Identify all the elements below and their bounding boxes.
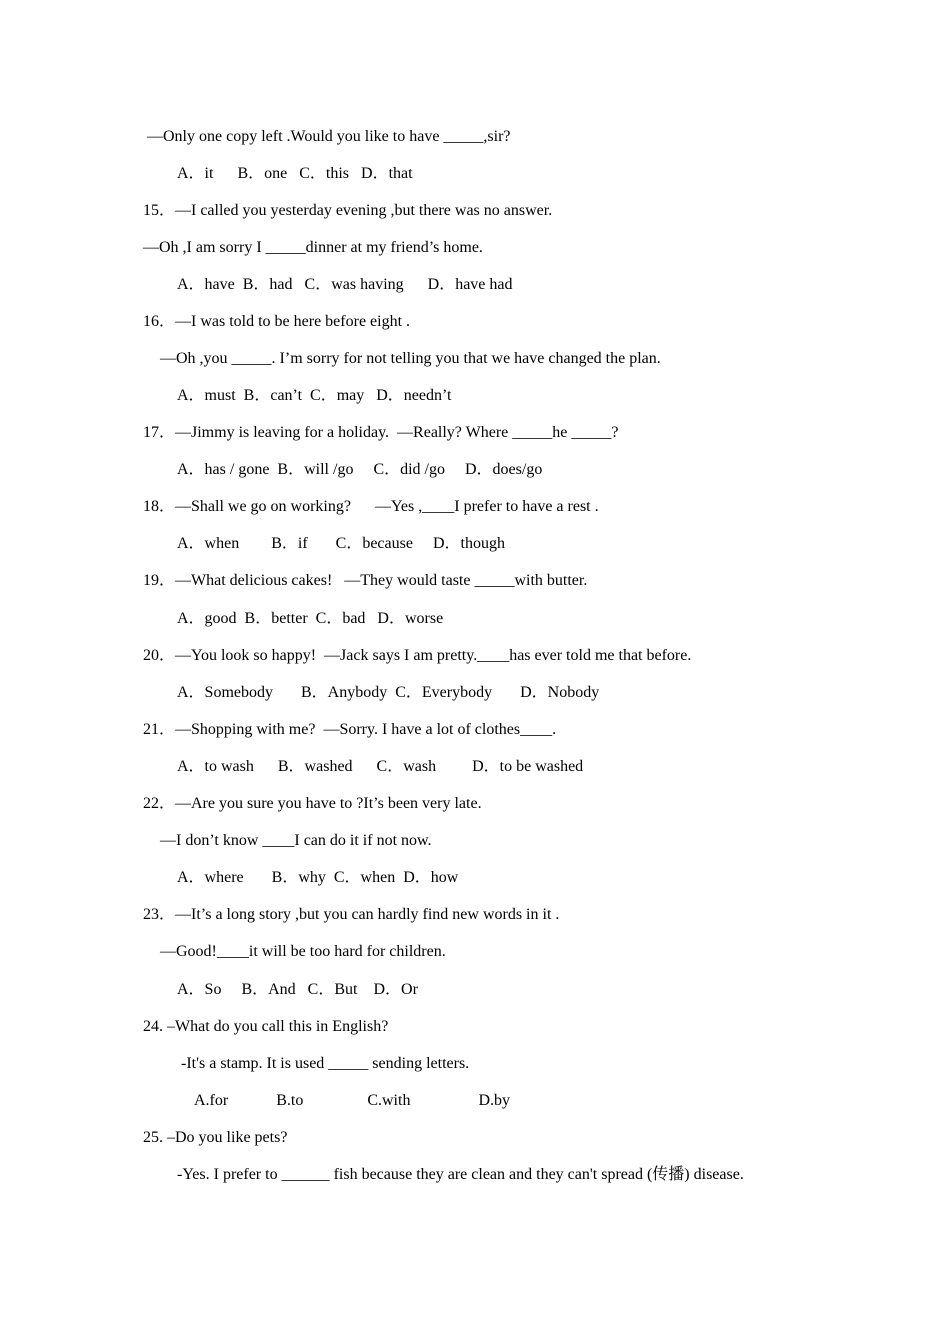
q17-stem: 17．—Jimmy is leaving for a holiday. —Really? Where _____he _____? [143, 424, 619, 441]
q16-reply: —Oh ,you _____. I’m sorry for not telling you that we have changed the plan. [160, 350, 661, 367]
q20-options: A．Somebody B．Anybody C．Everybody D．Nobody [177, 684, 600, 701]
q20-stem: 20．—You look so happy! —Jack says I am pretty.____has ever told me that before. [143, 647, 692, 664]
q22-reply: —I don’t know ____I can do it if not now. [160, 832, 432, 849]
q19-options: A．good B．better C．bad D．worse [177, 610, 444, 627]
q21-options: A．to wash B．washed C．wash D．to be washed [177, 758, 584, 775]
q18-stem: 18．—Shall we go on working? —Yes ,____I prefer to have a rest . [143, 498, 599, 515]
q21-stem: 21．—Shopping with me? —Sorry. I have a lot of clothes____. [143, 721, 557, 738]
q15-reply: —Oh ,I am sorry I _____dinner at my friend’s home. [143, 239, 483, 256]
q22-options: A．where B．why C．when D．how [177, 869, 459, 886]
q23-stem: 23．—It’s a long story ,but you can hardly find new words in it . [143, 906, 560, 923]
q24-stem: 24. –What do you call this in English? [143, 1018, 389, 1035]
q14-stem-reply: —Only one copy left .Would you like to have _____,sir? [147, 128, 511, 145]
q23-reply: —Good!____it will be too hard for children. [160, 943, 446, 960]
q17-options: A．has / gone B．will /go C．did /go D．does/go [177, 461, 543, 478]
q24-reply: -It's a stamp. It is used _____ sending letters. [181, 1055, 470, 1072]
q15-stem: 15．—I called you yesterday evening ,but there was no answer. [143, 202, 553, 219]
q25-reply: -Yes. I prefer to ______ fish because they are clean and they can't spread (传播) disease. [177, 1166, 744, 1183]
q22-stem: 22．—Are you sure you have to ?It’s been very late. [143, 795, 482, 812]
q14-options: A．it B．one C．this D．that [177, 165, 413, 182]
q25-stem: 25. –Do you like pets? [143, 1129, 288, 1146]
q15-options: A．have B．had C．was having D．have had [177, 276, 513, 293]
q16-stem: 16．—I was told to be here before eight . [143, 313, 411, 330]
q24-options: A.for B.to C.with D.by [194, 1092, 510, 1109]
q19-stem: 19．—What delicious cakes! —They would taste _____with butter. [143, 572, 588, 589]
q23-options: A．So B．And C．But D．Or [177, 981, 418, 998]
q18-options: A．when B．if C．because D．though [177, 535, 505, 552]
q16-options: A．must B．can’t C．may D．needn’t [177, 387, 452, 404]
